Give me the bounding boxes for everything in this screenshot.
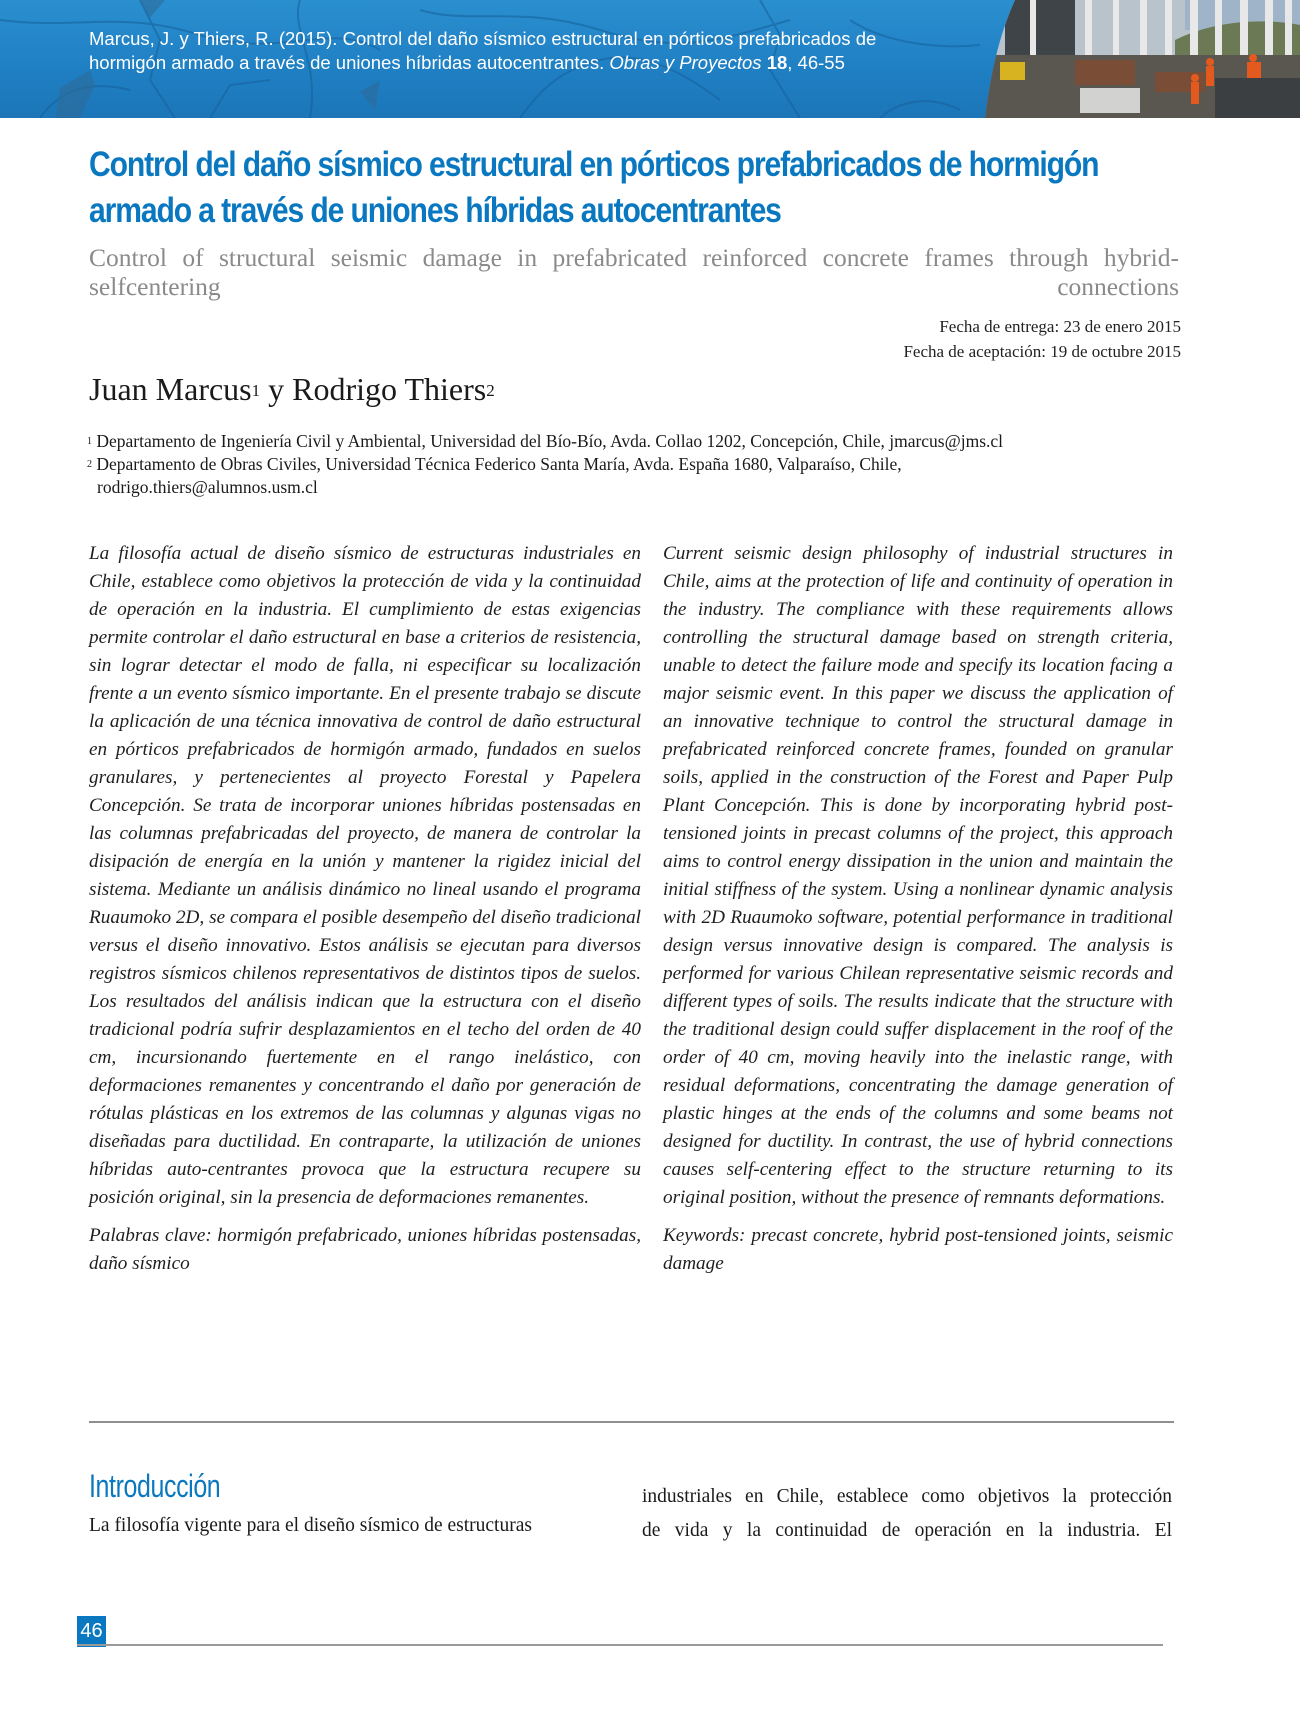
footer-divider: [77, 1644, 1163, 1646]
abstract-spanish-text: La filosofía actual de diseño sísmico de estructuras industriales en Chile, establece como objetivos la protección de vida y la continuidad de operación en la industria. El cumplimiento de estas exigencias permite controlar el daño estructural en base a criterios de resistencia, sin lograr detectar el modo de falla, ni especificar su localización frente a un evento sísmico importante. En el presente trabajo se discute la aplicación de una técnica innovativa de control de daño estructural en pórticos prefabricados de hormigón armado, fundados en suelos granulares, y pertenecientes al proyecto Forestal y Papelera Concepción. Se trata de incorporar uniones híbridas postensadas en las columnas prefabricadas del proyecto, de manera de controlar la disipación de energía en la unión y mantener la rigidez inicial del sistema. Mediante un análisis dinámico no lineal usando el programa Ruaumoko 2D, se compara el posible desempeño del diseño tradicional versus el diseño innovativo. Estos análisis se ejecutan para diversos registros sísmicos chilenos representativos de distintos tipos de suelos. Los resultados del análisis indican que la estructura con el diseño tradicional podría sufrir desplazamientos en el techo del orden de 40 cm, incursionando fuertemente en el rango inelástico, con deformaciones remanentes y concentrando el daño por generación de rótulas plásticas en los extremos de las columnas y algunas vigas no diseñadas para ductilidad. En contraparte, la utilización de uniones híbridas auto-centrantes provoca que la estructura recupere su posición original, sin la presencia de deformaciones remanentes.: [89, 543, 641, 1208]
affiliation-marker: 2: [87, 459, 92, 470]
author-list: [89, 369, 495, 409]
affiliation-text: Departamento de Obras Civiles, Universidad Técnica Federico Santa María, Avda. España 1680, Valparaíso, Chile,: [92, 454, 902, 474]
abstract-english-text: Current seismic design philosophy of industrial structures in Chile, aims at the protection of life and continuity of operation in the industry. The compliance with these requirements allows controlling the structural damage based on strength criteria, unable to detect the failure mode and specify its location facing a major seismic event. In this paper we discuss the application of an innovative technique to control the structural damage in prefabricated reinforced concrete frames, founded on granular soils, applied in the construction of the Forest and Paper Pulp Plant Concepción. This is done by incorporating hybrid post-tensioned joints in precast columns of the project, this approach aims to control energy dissipation in the union and maintain the initial stiffness of the system. Using a nonlinear dynamic analysis with 2D Ruaumoko software, potential performance in traditional design versus innovative design is compared. The analysis is performed for various Chilean representative seismic records and different types of soils. The results indicate that the structure with the traditional design could suffer displacement in the roof of the order of 40 cm, moving heavily into the inelastic range, with residual deformations, concentrating the damage generation of plastic hinges at the ends of the columns and some beams not designed for ductility. In contrast, the use of hybrid connections causes self-centering effect to the structure returning to its original position, without the presence of remnants deformations.: [663, 543, 1173, 1208]
introduction-line: industriales en Chile, establece como objetivos la protección: [642, 1486, 1172, 1507]
author-name: Rodrigo Thiers: [292, 371, 487, 407]
citation-text: [89, 27, 989, 75]
introduction-line: de vida y la continuidad de operación en la industria. El: [642, 1520, 1172, 1541]
date-received: Fecha de entrega: 23 de enero 2015: [939, 317, 1181, 336]
abstract-english: [663, 540, 1173, 1278]
introduction-text-left: La filosofía vigente para el diseño sísmico de estructuras: [89, 1515, 532, 1536]
citation-line-2: hormigón armado a través de uniones híbridas autocentrantes.: [89, 52, 610, 73]
section-divider: [89, 1421, 1174, 1423]
date-accepted: Fecha de aceptación: 19 de octubre 2015: [903, 342, 1181, 361]
section-heading-introduction: Introducción: [89, 1468, 221, 1504]
author-affil-marker: 1: [251, 381, 261, 400]
abstract-spanish: [89, 540, 641, 1278]
introduction-text-right: [642, 1480, 1172, 1548]
affiliation-text: Departamento de Ingeniería Civil y Ambiental, Universidad del Bío-Bío, Avda. Collao 1202, Concepción, Chile, jmarcus@jms.cl: [92, 431, 1004, 451]
citation-line-1: Marcus, J. y Thiers, R. (2015). Control del daño sísmico estructural en pórticos prefabricados de: [89, 28, 877, 49]
article-title-spanish: Control del daño sísmico estructural en pórticos prefabricados de hormigón armado a través de uniones híbridas autocentrantes: [89, 145, 1099, 230]
affiliations: [87, 430, 1187, 499]
affiliation-email: rodrigo.thiers@alumnos.usm.cl: [97, 477, 318, 497]
journal-name: Obras y Proyectos: [609, 52, 762, 73]
journal-volume: 18: [766, 52, 788, 73]
journal-pages: , 46-55: [787, 52, 845, 73]
author-name: Juan Marcus: [89, 371, 252, 407]
header-banner: [0, 0, 1300, 118]
keywords-english: Keywords: precast concrete, hybrid post-tensioned joints, seismic damage: [663, 1225, 1173, 1274]
construction-photo-illustration: [985, 0, 1300, 118]
author-connector: y: [260, 371, 293, 407]
article-title-english: Control of structural seismic damage in prefabricated reinforced concrete frames through hybrid-selfcentering connections: [89, 243, 1179, 301]
page-number: 46: [77, 1616, 106, 1647]
affiliation-item: [87, 453, 1187, 476]
keywords-spanish: Palabras clave: hormigón prefabricado, uniones híbridas postensadas, daño sísmico: [89, 1225, 641, 1274]
author-affil-marker: 2: [486, 381, 495, 400]
construction-site-photo: [985, 0, 1300, 118]
affiliation-item: [87, 430, 1187, 453]
affiliation-marker: 1: [87, 436, 92, 447]
submission-dates: [903, 314, 1181, 364]
